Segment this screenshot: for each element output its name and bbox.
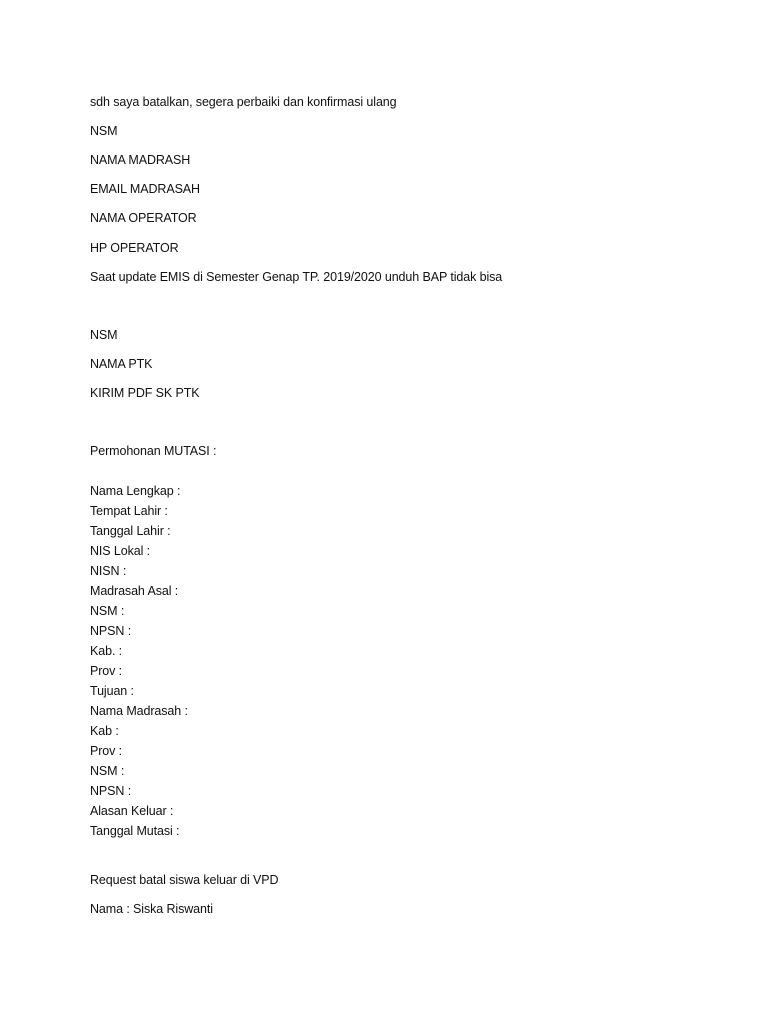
mutasi-field: Prov : bbox=[90, 664, 123, 678]
mutasi-field: Alasan Keluar : bbox=[90, 804, 174, 818]
field-label-nama-operator: NAMA OPERATOR bbox=[90, 211, 197, 225]
mutasi-field: Kab. : bbox=[90, 644, 123, 658]
field-label-kirim-pdf: KIRIM PDF SK PTK bbox=[90, 386, 200, 400]
request-name: Nama : Siska Riswanti bbox=[90, 902, 213, 916]
field-label-nama-madrash: NAMA MADRASH bbox=[90, 153, 191, 167]
mutasi-field: NPSN : bbox=[90, 624, 132, 638]
update-note: Saat update EMIS di Semester Genap TP. 2019/2020 unduh BAP tidak bisa bbox=[90, 270, 503, 284]
mutasi-field: Tanggal Lahir : bbox=[90, 524, 171, 538]
field-label-email-madrasah: EMAIL MADRASAH bbox=[90, 182, 200, 196]
mutasi-field: Tempat Lahir : bbox=[90, 504, 168, 518]
mutasi-field: Prov : bbox=[90, 744, 123, 758]
mutasi-field: Kab : bbox=[90, 724, 119, 738]
mutasi-field: NSM : bbox=[90, 764, 125, 778]
mutasi-field: Nama Madrasah : bbox=[90, 704, 188, 718]
mutasi-field: Madrasah Asal : bbox=[90, 584, 179, 598]
mutasi-field: NSM : bbox=[90, 604, 125, 618]
mutasi-field: NPSN : bbox=[90, 784, 132, 798]
field-label-hp-operator: HP OPERATOR bbox=[90, 241, 179, 255]
request-title: Request batal siswa keluar di VPD bbox=[90, 873, 279, 887]
mutasi-field: Tujuan : bbox=[90, 684, 134, 698]
field-label-nsm-2: NSM bbox=[90, 328, 118, 342]
mutasi-field: NISN : bbox=[90, 564, 127, 578]
mutasi-field: NIS Lokal : bbox=[90, 544, 151, 558]
field-label-nama-ptk: NAMA PTK bbox=[90, 357, 153, 371]
mutasi-title: Permohonan MUTASI : bbox=[90, 444, 217, 458]
mutasi-field: Tanggal Mutasi : bbox=[90, 824, 180, 838]
mutasi-field: Nama Lengkap : bbox=[90, 484, 181, 498]
intro-text: sdh saya batalkan, segera perbaiki dan konfirmasi ulang bbox=[90, 95, 397, 109]
field-label-nsm: NSM bbox=[90, 124, 118, 138]
